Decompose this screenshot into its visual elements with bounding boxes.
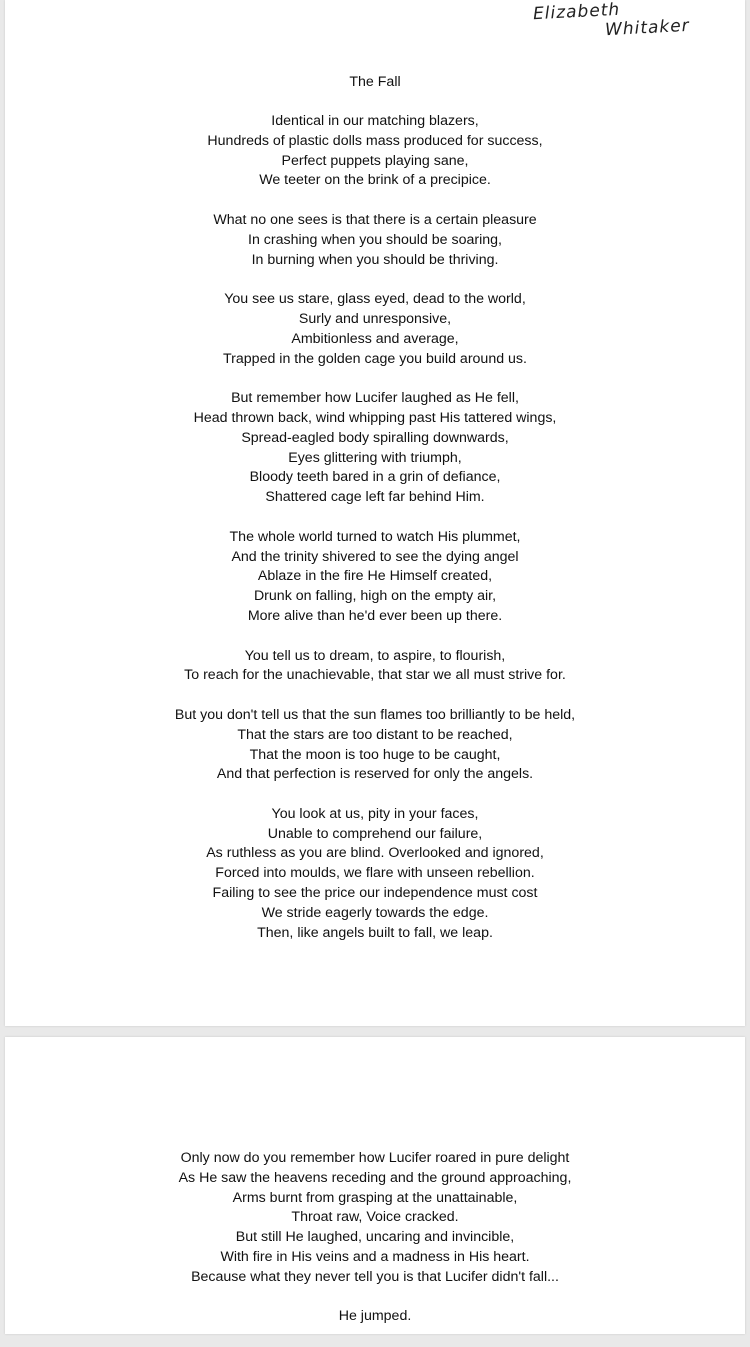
poem-line: That the stars are too distant to be reached, <box>237 726 513 743</box>
poem-stanza <box>5 647 745 687</box>
poem-line: In burning when you should be thriving. <box>251 251 499 268</box>
poem-body-page-2 <box>5 1149 745 1347</box>
poem-title: The Fall <box>349 74 401 90</box>
poem-line: Arms burnt from grasping at the unattainable, <box>232 1189 518 1206</box>
poem-stanza <box>5 112 745 191</box>
poem-line: Eyes glittering with triumph, <box>288 449 462 466</box>
poem-line: Perfect puppets playing sane, <box>281 152 469 169</box>
poem-line: Shattered cage left far behind Him. <box>265 489 485 506</box>
poem-line: Ablaze in the fire He Himself created, <box>257 568 493 585</box>
poem-line: Only now do you remember how Lucifer roared in pure delight <box>180 1150 570 1166</box>
poem-stanza <box>5 528 745 627</box>
poem-line: That the moon is too huge to be caught, <box>249 746 501 763</box>
poem-line: Bloody teeth bared in a grin of defiance, <box>249 469 501 486</box>
poem-line: Ambitionless and average, <box>291 330 459 347</box>
poem-line: Spread-eagled body spiralling downwards, <box>241 429 509 446</box>
poem-line: You look at us, pity in your faces, <box>271 805 479 822</box>
poem-line: But remember how Lucifer laughed as He fell, <box>231 390 519 407</box>
poem-stanza <box>5 706 745 785</box>
poem-line: As He saw the heavens receding and the ground approaching, <box>178 1169 572 1186</box>
poem-line: Head thrown back, wind whipping past His tattered wings, <box>193 409 557 426</box>
poem-stanza <box>5 1307 745 1327</box>
document-page-1 <box>5 0 745 1026</box>
poem-line: Surly and unresponsive, <box>298 310 452 327</box>
poem-line: You tell us to dream, to aspire, to flourish, <box>244 647 506 664</box>
poem-body-page-1 <box>5 112 745 963</box>
poem-line: Because what they never tell you is that Lucifer didn't fall... <box>191 1268 559 1285</box>
poem-line: Identical in our matching blazers, <box>271 113 479 129</box>
document-page-2 <box>5 1037 745 1334</box>
signature-first-name: Elizabeth <box>532 0 621 25</box>
poem-line: But you don't tell us that the sun flames too brilliantly to be held, <box>174 706 576 723</box>
poem-line: You see us stare, glass eyed, dead to the world, <box>224 291 526 308</box>
poem-line: And that perfection is reserved for only the angels. <box>216 766 534 783</box>
poem-line: Failing to see the price our independence must cost <box>212 885 538 902</box>
poem-stanza <box>5 1149 745 1288</box>
poem-line: Hundreds of plastic dolls mass produced for success, <box>207 132 543 149</box>
poem-line: He jumped. <box>338 1308 412 1325</box>
signature-last-name: Whitaker <box>604 15 691 41</box>
poem-stanza <box>5 389 745 508</box>
poem-line: In crashing when you should be soaring, <box>248 231 502 248</box>
poem-line: Trapped in the golden cage you build around us. <box>223 350 527 367</box>
poem-stanza <box>5 290 745 369</box>
poem-line: We teeter on the brink of a precipice. <box>259 172 491 189</box>
poem-line: Unable to comprehend our failure, <box>267 825 483 842</box>
poem-line: Forced into moulds, we flare with unseen rebellion. <box>215 865 535 882</box>
poem-line: And the trinity shivered to see the dying angel <box>231 548 519 565</box>
poem-line: With fire in His veins and a madness in His heart. <box>220 1248 530 1265</box>
poem-line: As ruthless as you are blind. Overlooked and ignored, <box>206 845 544 862</box>
poem-line: The whole world turned to watch His plummet, <box>229 528 521 545</box>
poem-stanza <box>5 211 745 270</box>
poem-line: More alive than he'd ever been up there. <box>247 607 503 624</box>
poem-line: Drunk on falling, high on the empty air, <box>253 588 497 605</box>
poem-line: To reach for the unachievable, that star we all must strive for. <box>184 667 566 684</box>
poem-line: We stride eagerly towards the edge. <box>261 904 489 921</box>
poem-line: But still He laughed, uncaring and invincible, <box>235 1229 515 1246</box>
poem-line: Then, like angels built to fall, we leap. <box>257 924 493 941</box>
poem-line: What no one sees is that there is a certain pleasure <box>213 211 537 228</box>
poem-line: Throat raw, Voice cracked. <box>291 1209 459 1226</box>
poem-stanza <box>5 805 745 944</box>
